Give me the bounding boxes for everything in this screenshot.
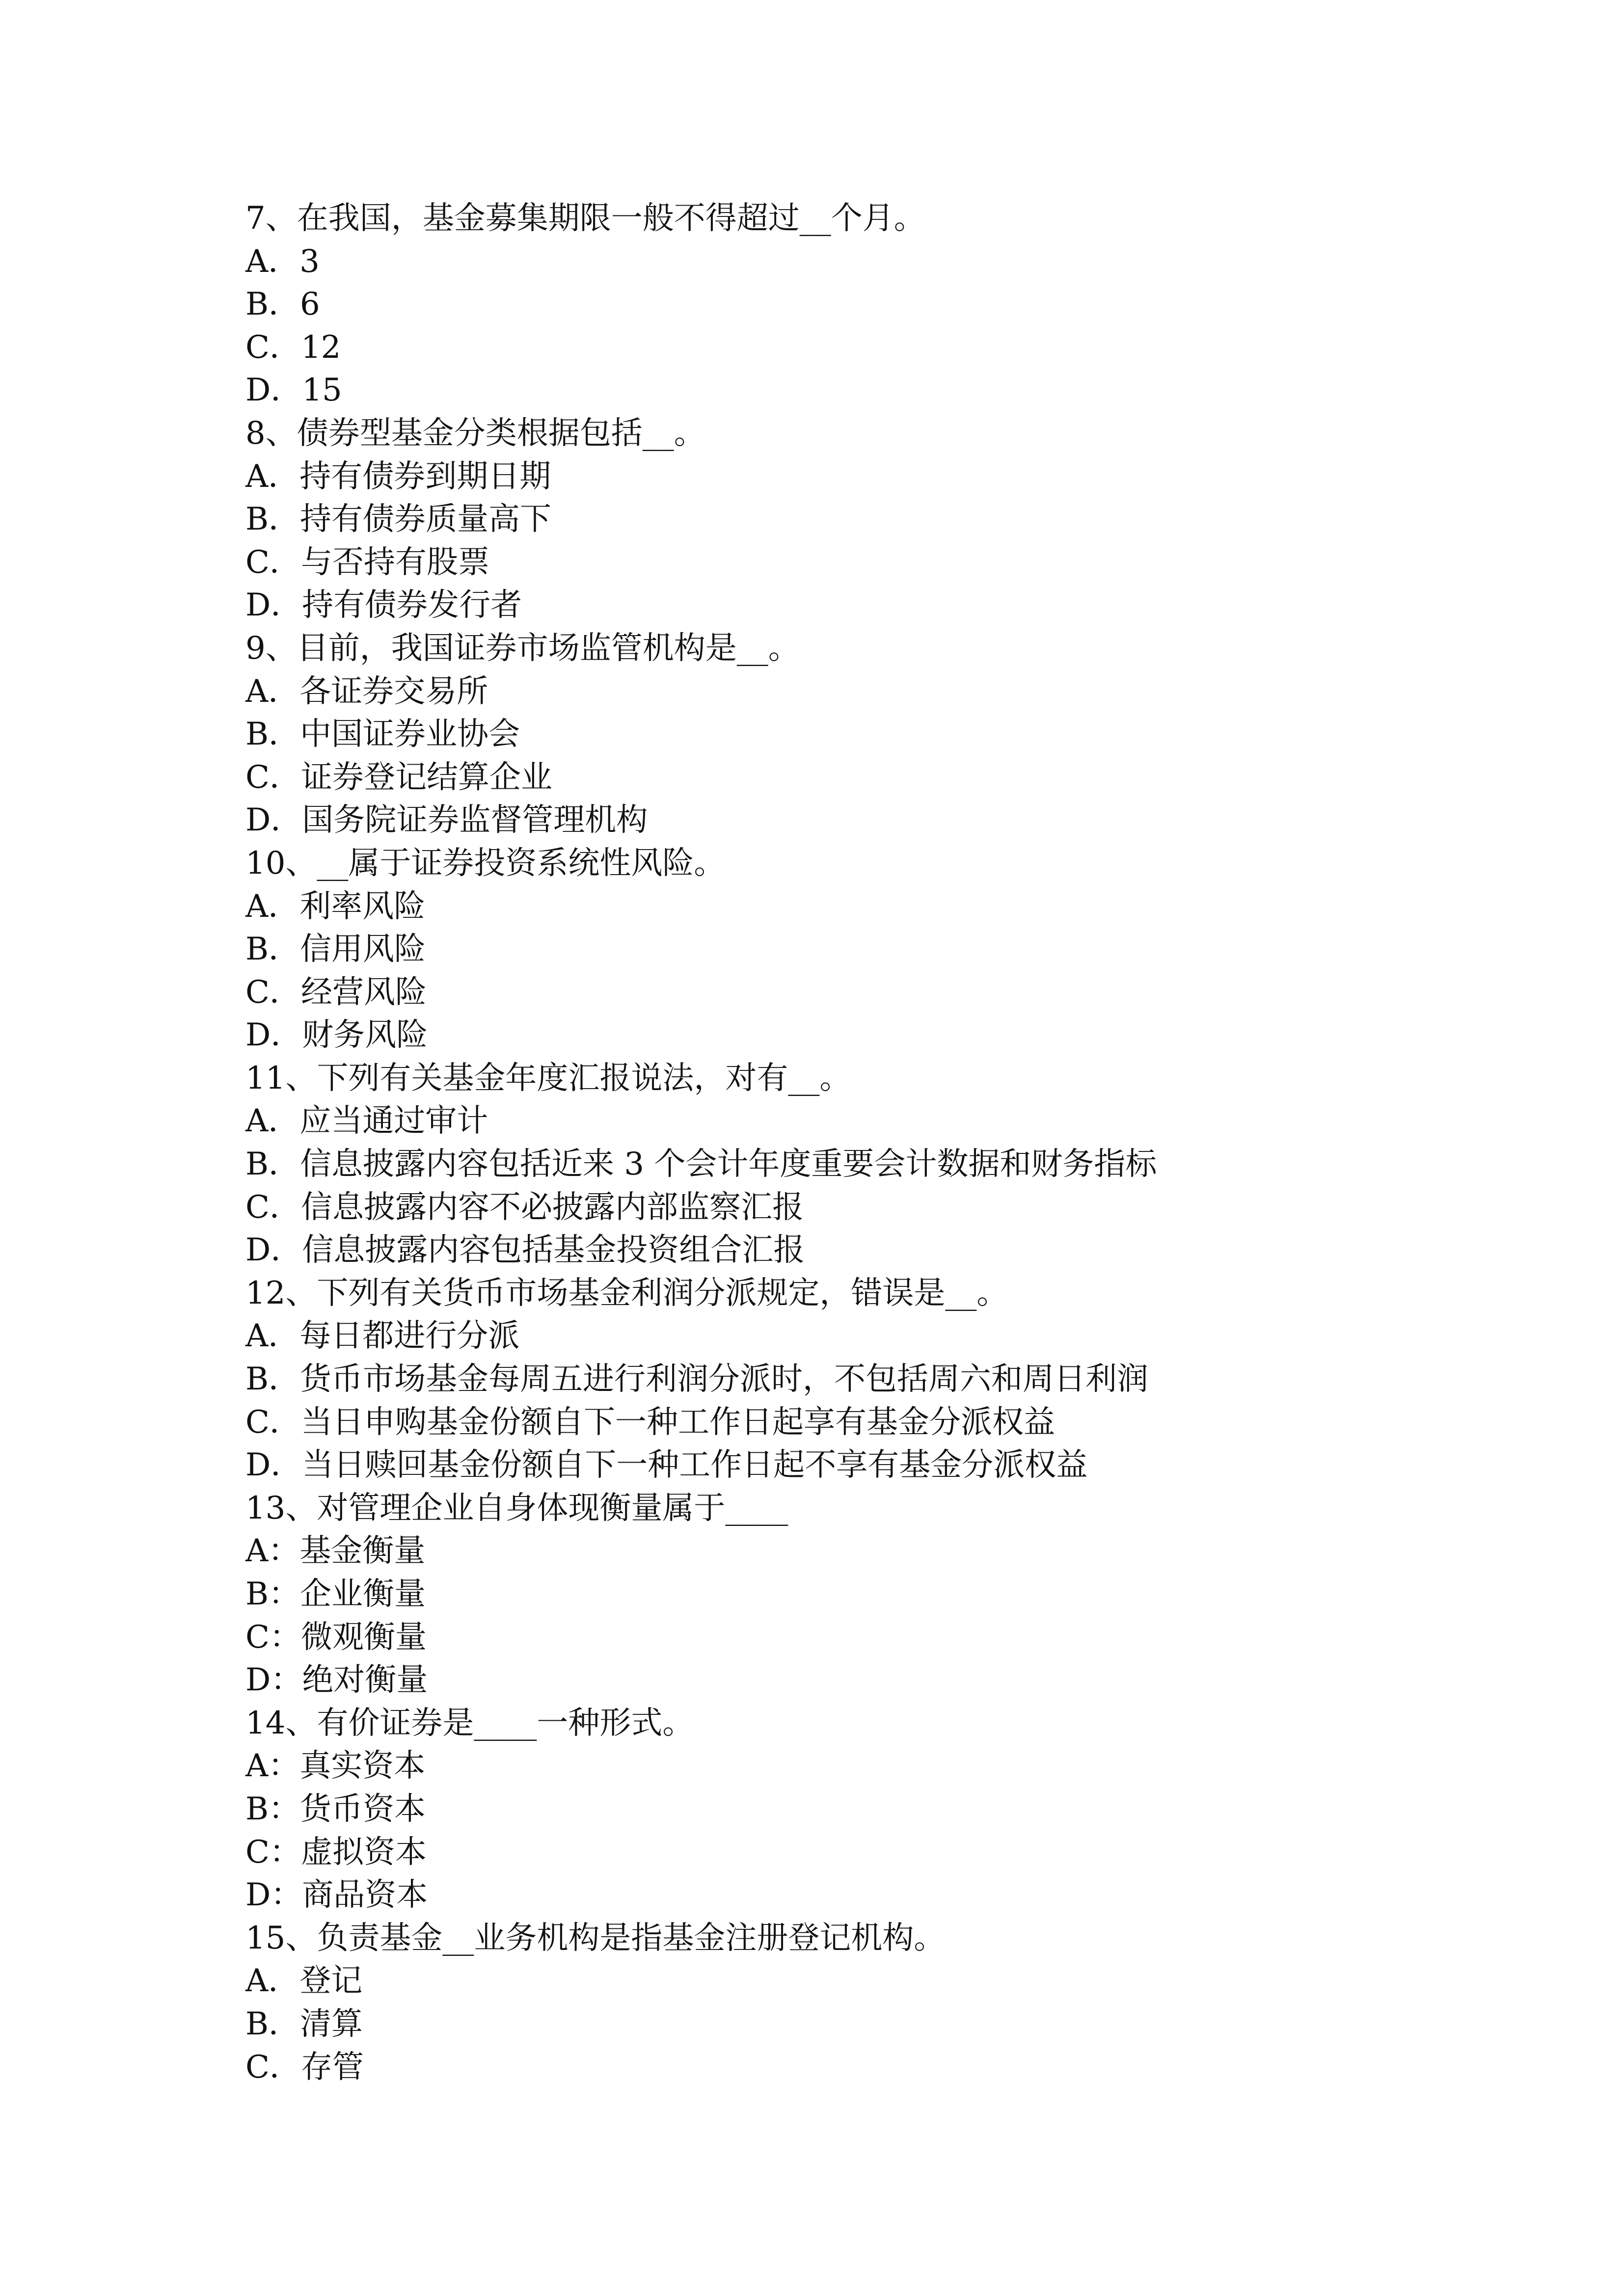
option-c: C．与否持有股票 [245, 544, 489, 581]
option-a: A．3 [245, 243, 320, 280]
option-d: D．信息披露内容包括基金投资组合汇报 [245, 1232, 805, 1269]
question-stem: 8、债券型基金分类根据包括__。 [245, 415, 705, 452]
option-c: C．12 [245, 329, 341, 366]
question-9 [245, 627, 1473, 842]
option-c: C．当日申购基金份额自下一种工作日起享有基金分派权益 [245, 1404, 1055, 1441]
option-b: B．信息披露内容包括近来 3 个会计年度重要会计数据和财务指标 [245, 1146, 1157, 1183]
option-c: C：虚拟资本 [245, 1834, 427, 1870]
question-stem: 11、下列有关基金年度汇报说法，对有__。 [245, 1060, 851, 1096]
option-b: B．持有债券质量高下 [245, 501, 552, 538]
option-a: A：真实资本 [245, 1748, 426, 1785]
question-stem: 10、__属于证券投资系统性风险。 [245, 845, 726, 881]
option-b: B：货币资本 [245, 1790, 426, 1827]
option-d: D．持有债券发行者 [245, 587, 522, 624]
question-7 [245, 197, 1473, 412]
option-b: B．6 [245, 286, 320, 323]
option-c: C．存管 [245, 2049, 364, 2085]
option-d: D．财务风险 [245, 1017, 428, 1054]
question-12 [245, 1272, 1473, 1487]
option-c: C．证券登记结算企业 [245, 759, 552, 796]
question-stem: 15、负责基金__业务机构是指基金注册登记机构。 [245, 1920, 946, 1956]
question-10 [245, 842, 1473, 1057]
option-a: A．各证券交易所 [245, 673, 488, 710]
option-a: A．登记 [245, 1963, 363, 2000]
question-8 [245, 412, 1473, 627]
question-stem: 9、目前，我国证券市场监管机构是__。 [245, 630, 800, 667]
option-b: B：企业衡量 [245, 1576, 426, 1612]
option-a: A．应当通过审计 [245, 1103, 488, 1140]
question-13 [245, 1487, 1473, 1702]
question-stem: 13、对管理企业自身体现衡量属于____ [245, 1490, 788, 1526]
option-c: C：微观衡量 [245, 1619, 427, 1655]
question-stem: 14、有价证券是____一种形式。 [245, 1705, 694, 1741]
option-d: D：绝对衡量 [245, 1662, 428, 1699]
option-b: B．信用风险 [245, 931, 426, 968]
option-a: A．每日都进行分派 [245, 1318, 520, 1355]
option-a: A．利率风险 [245, 888, 426, 925]
question-11 [245, 1057, 1473, 1272]
option-d: D．当日赎回基金份额自下一种工作日起不享有基金分派权益 [245, 1447, 1088, 1484]
option-d: D．国务院证券监督管理机构 [245, 802, 648, 839]
question-14 [245, 1702, 1473, 1917]
option-b: B．货币市场基金每周五进行利润分派时，不包括周六和周日利润 [245, 1361, 1149, 1398]
question-list [245, 197, 1473, 2089]
option-a: A．持有债券到期日期 [245, 458, 551, 495]
option-b: B．中国证券业协会 [245, 716, 520, 753]
option-c: C．经营风险 [245, 974, 427, 1011]
option-a: A：基金衡量 [245, 1533, 426, 1570]
question-stem: 12、下列有关货币市场基金利润分派规定，错误是__。 [245, 1275, 1008, 1311]
option-c: C．信息披露内容不必披露内部监察汇报 [245, 1189, 804, 1226]
option-d: D．15 [245, 372, 342, 409]
question-15 [245, 1917, 1473, 2089]
option-d: D：商品资本 [245, 1877, 428, 1914]
option-b: B．清算 [245, 2005, 363, 2042]
question-stem: 7、在我国，基金募集期限一般不得超过__个月。 [245, 200, 925, 237]
